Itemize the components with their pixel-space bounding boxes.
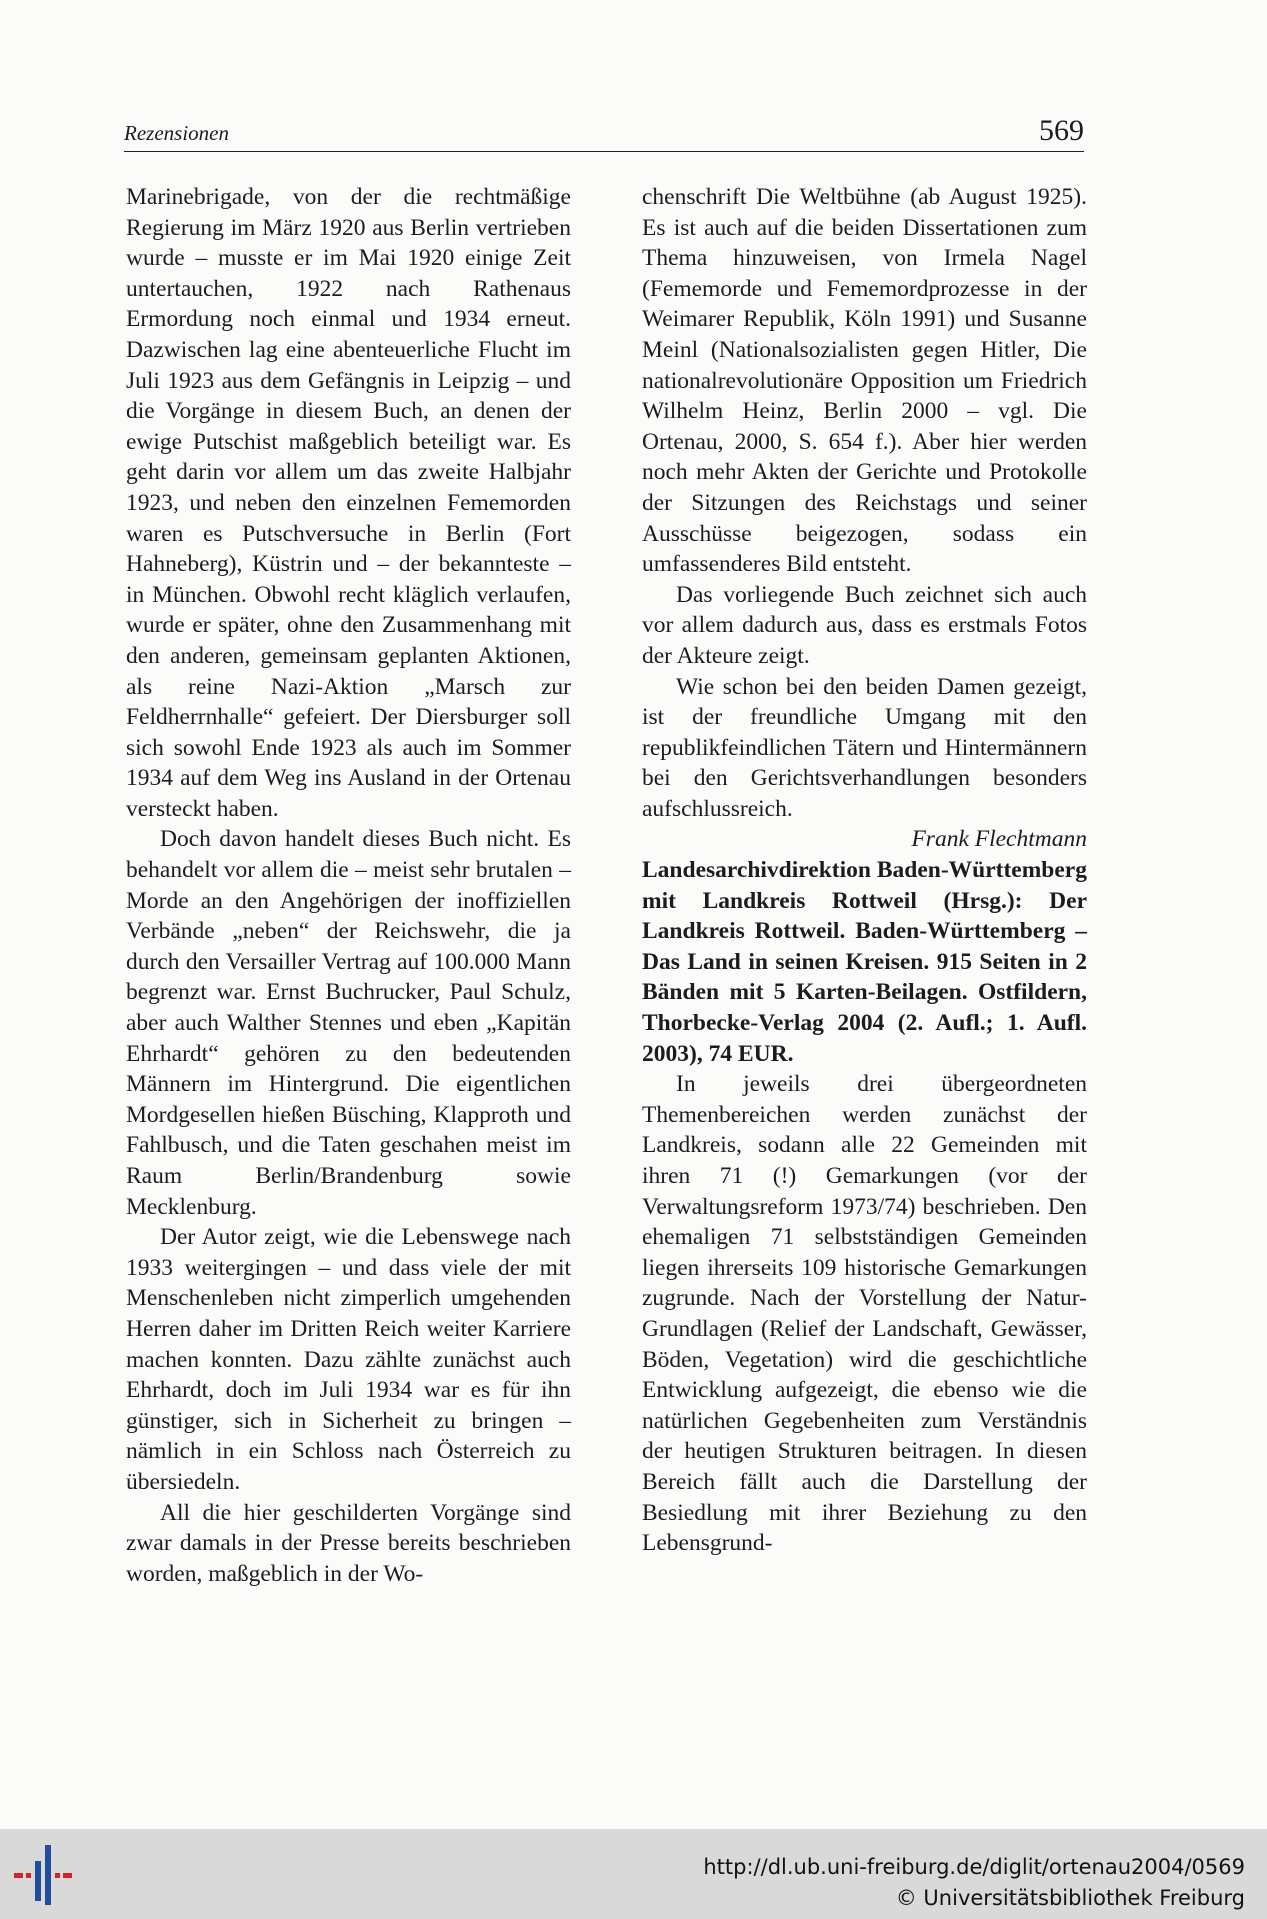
permalink-url[interactable]: http://dl.ub.uni-freiburg.de/diglit/ortenau2004/0569 — [703, 1855, 1245, 1879]
copyright-notice: © Universitätsbibliothek Freiburg — [895, 1886, 1245, 1910]
right-column — [642, 182, 1087, 1559]
paragraph: Das vorliegende Buch zeichnet sich auch vor allem dadurch aus, dass es erstmals Fotos der Akteure zeigt. — [642, 581, 1087, 669]
paragraph: In jeweils drei übergeordneten Themenbereichen werden zunächst der Landkreis, sodann alle 22 Gemeinden mit ihren 71 (!) Gemarkungen (vor der Verwaltungsreform 1973/74) beschrieben. Den ehemaligen 71 selbstständigen Gemeinden liegen ihrerseits 109 historische Gemarkungen zugrunde. Nach der Vorstellung der Natur-Grundlagen (Relief der Landschaft, Gewässer, Böden, Vegetation) wird die geschichtliche Entwicklung aufgezeigt, die ebenso wie die natürlichen Gegebenheiten zum Verständnis der heutigen Strukturen beitragen. In diesen Bereich fällt auch die Darstellung der Besiedlung mit ihrer Beziehung zu den Lebensgrund- — [642, 1071, 1087, 1557]
paragraph: Doch davon handelt dieses Buch nicht. Es behandelt vor allem die – meist sehr brutalen – Morde an den Angehörigen der inoffiziellen Verbände „neben“ der Reichswehr, die ja durch den Versailler Vertrag auf 100.000 Mann begrenzt war. Ernst Buchrucker, Paul Schulz, aber auch Walther Stennes und eben „Kapitän Ehrhardt“ gehören zu den bedeutenden Männern im Hintergrund. Die eigentlichen Mordgesellen hießen Büsching, Klapproth und Fahlbusch, und die Taten geschahen meist im Raum Berlin/Brandenburg sowie Mecklenburg. — [126, 826, 571, 1220]
review-author-signature: Frank Flechtmann — [911, 826, 1087, 853]
header-rule — [124, 151, 1084, 152]
page-header — [124, 112, 1084, 152]
paragraph: chenschrift Die Weltbühne (ab August 1925). Es ist auch auf die beiden Dissertationen zum Thema hinzuweisen, von Irmela Nagel (Fememorde und Fememordprozesse in der Weimarer Republik, Köln 1991) und Susanne Meinl (Nationalsozialisten gegen Hitler, Die nationalrevolutionäre Opposition um Friedrich Wilhelm Heinz, Berlin 2000 – vgl. Die Ortenau, 2000, S. 654 f.). Aber hier werden noch mehr Akten der Gerichte und Protokolle der Sitzungen des Reichstags und seiner Ausschüsse beigezogen, sodass ein umfassenderes Bild entsteht. — [642, 184, 1087, 578]
footer-bar — [0, 1829, 1267, 1919]
page-number: 569 — [1039, 114, 1084, 147]
paragraph: Marinebrigade, von der die rechtmäßige Regierung im März 1920 aus Berlin vertrieben wurde – musste er im Mai 1920 einige Zeit untertauchen, 1922 nach Rathenaus Ermordung noch einmal und 1934 erneut. Dazwischen lag eine abenteuerliche Flucht im Juli 1923 aus dem Gefängnis in Leipzig – und die Vorgänge in diesem Buch, an denen der ewige Putschist maßgeblich beteiligt war. Es geht darin vor allem um das zweite Halbjahr 1923, und neben den einzelnen Fememorden waren es Putschversuche in Berlin (Fort Hahneberg), Küstrin und – der bekannteste – in München. Obwohl recht kläglich verlaufen, wurde er später, ohne den Zusammenhang mit den anderen, gemeinsam geplanten Aktionen, als reine Nazi-Aktion „Marsch zur Feldherrnhalle“ gefeiert. Der Diersburger soll sich sowohl Ende 1923 als auch im Sommer 1934 auf dem Weg ins Ausland in der Ortenau versteckt haben. — [126, 184, 571, 822]
paragraph: All die hier geschilderten Vorgänge sind zwar damals in der Presse bereits beschrieben worden, maßgeblich in der Wo- — [126, 1499, 571, 1587]
review-heading: Landesarchivdirektion Baden-Württemberg mit Landkreis Rottweil (Hrsg.): Der Landkreis Rottweil. Baden-Württemberg – Das Land in seinen Kreisen. 915 Seiten in 2 Bänden mit 5 Karten-Beilagen. Ostfildern, Thorbecke-Verlag 2004 (2. Aufl.; 1. Aufl. 2003), 74 EUR. — [642, 857, 1087, 1067]
paragraph: Wie schon bei den beiden Damen gezeigt, ist der freundliche Umgang mit den republikfeindlichen Tätern und Hintermännern bei den Gerichtsverhandlungen besonders aufschlussreich. — [642, 673, 1087, 822]
ub-freiburg-logo-icon — [14, 1843, 84, 1909]
paragraph: Der Autor zeigt, wie die Lebenswege nach 1933 weitergingen – und dass viele der mit Menschenleben nicht zimperlich umgehenden Herren daher im Dritten Reich weiter Karriere machen konnten. Dazu zählte zunächst auch Ehrhardt, doch im Juli 1934 war es für ihn günstiger, sich in Sicherheit zu bringen – nämlich in ein Schloss nach Österreich zu übersiedeln. — [126, 1224, 571, 1495]
left-column — [126, 182, 571, 1589]
running-head: Rezensionen — [124, 121, 229, 145]
